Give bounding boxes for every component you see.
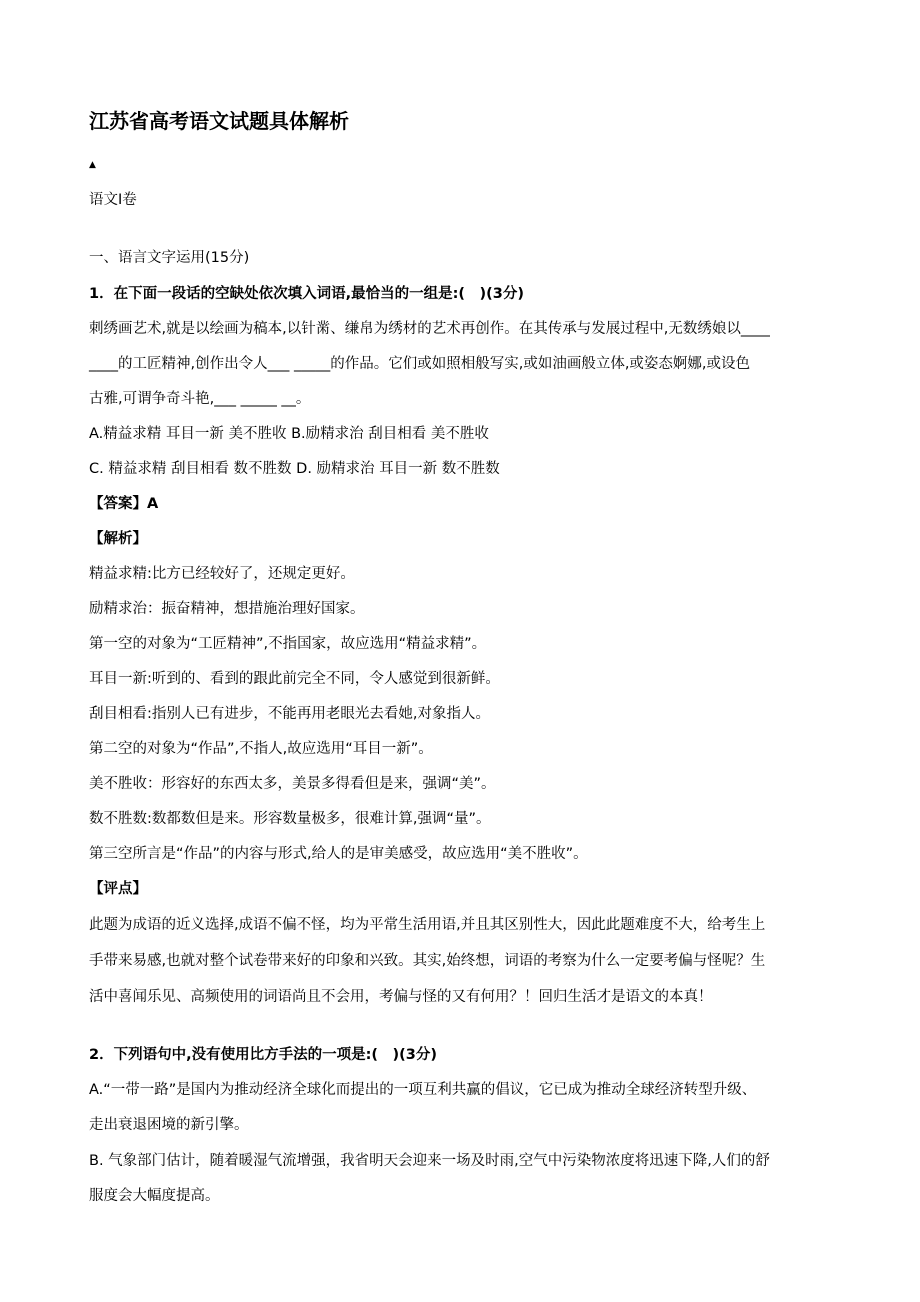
analysis-line: 第一空的对象为“工匠精神”,不指国家，故应选用“精益求精”。 (89, 636, 487, 652)
question-2-option-b: B. 气象部门估计，随着暖湿气流增强，我省明天会迎来一场及时雨,空气中污染物浓度将迅速下降,人们的舒 (89, 1153, 770, 1169)
question-1-options-ab: A.精益求精 耳目一新 美不胜收 B.励精求治 刮目相看 美不胜收 (89, 426, 489, 442)
comment-line: 此题为成语的近义选择,成语不偏不怪，均为平常生活用语,并且其区别性大，因此此题难度不大，给考生上 (89, 917, 766, 933)
document-title: 江苏省高考语文试题具体解析 (89, 109, 349, 133)
question-1-passage-line: 古雅,可谓争奇斗艳,___ _____ __。 (89, 391, 311, 407)
question-1-stem: 1．在下面一段话的空缺处依次填入词语,最恰当的一组是:( )(3分) (89, 286, 524, 302)
question-1-passage-line: 刺绣画艺术,就是以绘画为稿本,以针黹、缣帛为绣材的艺术再创作。在其传承与发展过程中,无数绣娘以____ (89, 321, 770, 337)
comment-line: 活中喜闻乐见、高频使用的词语尚且不会用，考偏与怪的又有何用？！回归生活才是语文的本真！ (89, 989, 713, 1005)
part1-heading: 一、语言文字运用(15分) (89, 250, 250, 266)
question-1-answer: 【答案】A (89, 496, 159, 512)
question-2-option-b: 服度会大幅度提高。 (89, 1188, 220, 1204)
analysis-line: 耳目一新:听到的、看到的跟此前完全不同，令人感觉到很新鲜。 (89, 671, 500, 687)
analysis-line: 美不胜收：形容好的东西太多，美景多得看但是来，强调“美”。 (89, 776, 496, 792)
section-label: 语文Ⅰ卷 (89, 192, 137, 208)
analysis-label: 【解析】 (89, 531, 147, 547)
analysis-line: 刮目相看:指别人已有进步，不能再用老眼光去看她,对象指人。 (89, 706, 490, 722)
comment-label: 【评点】 (89, 881, 147, 897)
question-1-options-cd: C. 精益求精 刮目相看 数不胜数 D. 励精求治 耳目一新 数不胜数 (89, 461, 500, 477)
question-2-option-a: A.“一带一路”是国内为推动经济全球化而提出的一项互利共赢的倡议，它已成为推动全球经济转型升级、 (89, 1082, 757, 1098)
analysis-line: 第三空所言是“作品”的内容与形式,给人的是审美感受，故应选用“美不胜收”。 (89, 846, 588, 862)
comment-line: 手带来易感,也就对整个试卷带来好的印象和兴致。其实,始终想，词语的考察为什么一定要考偏与怪呢？生 (89, 953, 766, 969)
question-2-stem: 2．下列语句中,没有使用比方手法的一项是:( )(3分) (89, 1047, 437, 1063)
question-1-passage-line: ____的工匠精神,创作出令人___ _____的作品。它们或如照相般写实,或如油画般立体,或姿态婀娜,或设色 (89, 356, 751, 372)
analysis-line: 励精求治：振奋精神，想措施治理好国家。 (89, 601, 365, 617)
triangle-mark-icon: ▲ (89, 160, 96, 170)
analysis-line: 数不胜数:数都数但是来。形容数量极多，很难计算,强调“量”。 (89, 811, 491, 827)
analysis-line: 精益求精:比方已经较好了，还规定更好。 (89, 566, 355, 582)
analysis-line: 第二空的对象为“作品”,不指人,故应选用“耳目一新”。 (89, 741, 433, 757)
question-2-option-a: 走出衰退困境的新引擎。 (89, 1117, 249, 1133)
